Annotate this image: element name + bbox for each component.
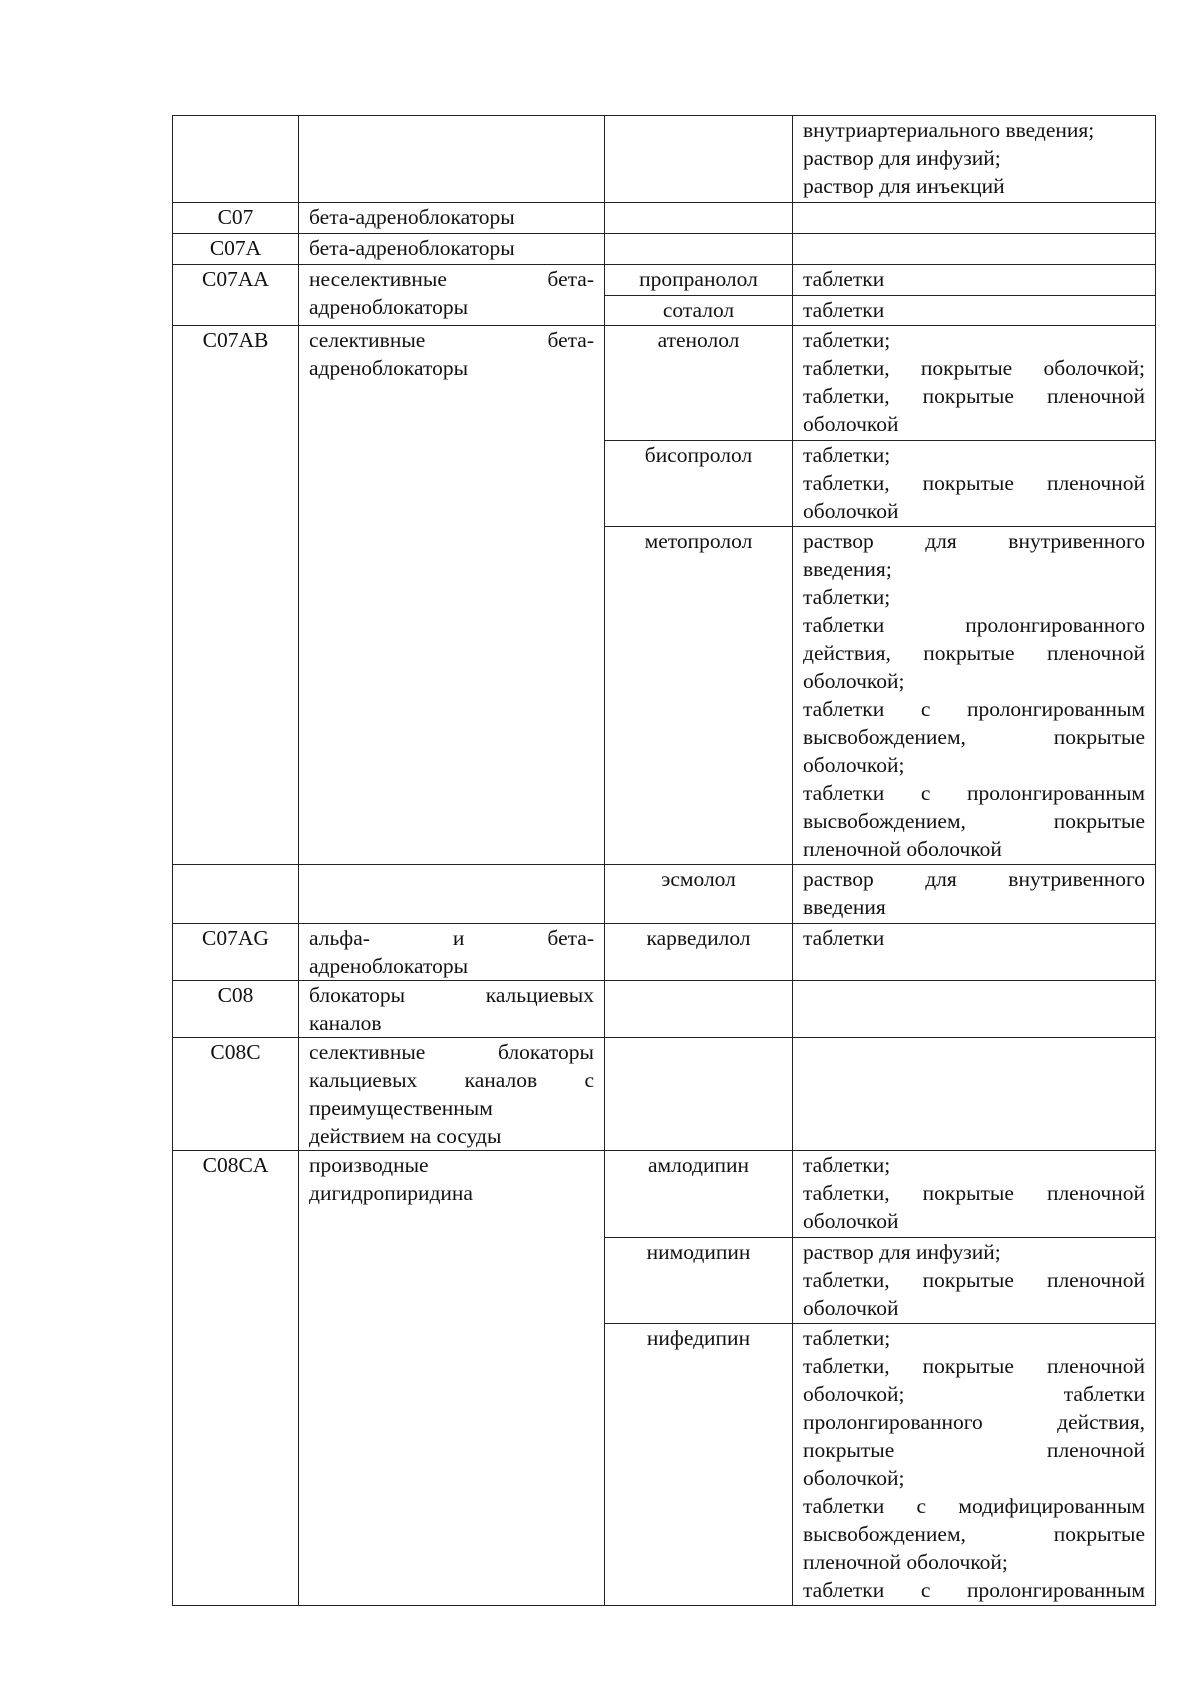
table-row	[173, 1151, 1156, 1606]
dosage-form-line: оболочкой;	[803, 753, 905, 777]
dosage-form-line: таблетки с пролонгированным	[803, 1578, 1145, 1602]
drug-name: нимодипин	[605, 1237, 792, 1323]
dosage-forms	[793, 1323, 1155, 1605]
atc-code-cell: C07AG	[173, 924, 299, 981]
drug-table-container	[172, 115, 1155, 1606]
group-text-line: производные	[309, 1153, 429, 1177]
group-text-line: кальциевых каналов с	[309, 1068, 594, 1092]
drug-name-cell	[605, 981, 793, 1038]
dosage-form-line: введения;	[803, 557, 892, 581]
dosage-form-line: таблетки;	[803, 328, 891, 352]
dosage-form-line: оболочкой;	[803, 1466, 905, 1490]
drug-name-cell	[605, 865, 793, 924]
dosage-forms	[793, 1237, 1155, 1323]
dosage-form-line: действия, покрытые пленочной	[803, 641, 1145, 665]
pharmacological-group-cell	[299, 924, 605, 981]
pharmacological-group-cell	[299, 234, 605, 265]
drug-name: бисопролол	[605, 440, 792, 526]
drug-name: нифедипин	[605, 1323, 792, 1605]
group-text-line: адреноблокаторы	[309, 356, 469, 380]
group-text-line: бета-адреноблокаторы	[309, 205, 515, 229]
dosage-forms	[793, 440, 1155, 526]
pharmacological-group-cell	[299, 203, 605, 234]
dosage-form-line: оболочкой	[803, 499, 899, 523]
group-text-line: селективные бета-	[309, 328, 594, 352]
dosage-forms	[793, 526, 1155, 864]
dosage-form-line: раствор для внутривенного	[803, 529, 1145, 553]
drug-name-cell	[605, 326, 793, 865]
group-text-line: неселективные бета-	[309, 267, 594, 291]
dosage-form-line: таблетки, покрытые пленочной	[803, 471, 1145, 495]
dosage-forms	[793, 116, 1155, 202]
dosage-form-line: высвобождением, покрытые	[803, 1522, 1145, 1546]
atc-code-cell: C08C	[173, 1038, 299, 1151]
table-row	[173, 234, 1156, 265]
dosage-form-line: таблетки с модифицированным	[803, 1494, 1145, 1518]
dosage-form-line: раствор для инфузий;	[803, 1240, 1001, 1264]
dosage-forms	[793, 265, 1155, 295]
drug-name	[605, 981, 792, 1011]
drug-name: атенолол	[657, 328, 740, 352]
pharmacological-group-cell	[299, 326, 605, 865]
drug-name: карведилол	[646, 926, 751, 950]
table-row	[173, 865, 1156, 924]
group-text-line: альфа- и бета-	[309, 926, 594, 950]
dosage-form-line: таблетки;	[803, 585, 891, 609]
group-text-line: бета-адреноблокаторы	[309, 236, 515, 260]
dosage-form-line: таблетки, покрытые оболочкой;	[803, 356, 1145, 380]
dosage-form-line: таблетки пролонгированного	[803, 613, 1145, 637]
drug-name	[605, 116, 792, 202]
pharmacological-group-cell	[299, 116, 605, 203]
drug-name	[605, 1038, 792, 1068]
drug-name: соталол	[605, 295, 792, 325]
group-text-line: действием на сосуды	[309, 1124, 502, 1148]
atc-code-cell: C07AA	[173, 265, 299, 326]
dosage-form-line: покрытые пленочной	[803, 1438, 1145, 1462]
dosage-forms-cell	[793, 924, 1156, 981]
drug-name: метопролол	[605, 526, 792, 864]
dosage-form-line: оболочкой	[803, 1296, 899, 1320]
dosage-form-line: таблетки;	[803, 1326, 891, 1350]
atc-code-cell: C07A	[173, 234, 299, 265]
dosage-form-line: таблетки	[803, 298, 885, 322]
dosage-form-line: оболочкой; таблетки	[803, 1382, 1145, 1406]
dosage-forms	[793, 924, 1155, 954]
dosage-form-line: раствор для внутривенного	[803, 867, 1145, 891]
dosage-form-line: оболочкой	[803, 412, 899, 436]
pharmacological-group-cell	[299, 865, 605, 924]
drug-table-body	[173, 116, 1156, 1606]
dosage-form-line: таблетки	[803, 267, 885, 291]
drug-name-cell	[605, 203, 793, 234]
group-text-line: блокаторы кальциевых	[309, 983, 594, 1007]
drug-table	[172, 115, 1156, 1606]
group-text-line: селективные блокаторы	[309, 1040, 594, 1064]
drug-name-cell	[605, 234, 793, 265]
table-row	[173, 981, 1156, 1038]
drug-name-cell	[605, 265, 793, 326]
dosage-form-line: внутриартериального введения;	[803, 118, 1095, 142]
atc-code-cell: C08	[173, 981, 299, 1038]
drug-name: эсмолол	[661, 867, 736, 891]
dosage-form-line: пленочной оболочкой;	[803, 1550, 1008, 1574]
dosage-form-line: таблетки;	[803, 443, 891, 467]
atc-code-cell: C07AB	[173, 326, 299, 865]
dosage-forms	[793, 865, 1155, 923]
dosage-forms-cell	[793, 1151, 1156, 1606]
pharmacological-group-cell	[299, 1038, 605, 1151]
dosage-forms	[793, 1151, 1155, 1237]
drug-name	[605, 203, 792, 233]
group-text-line: дигидропиридина	[309, 1181, 473, 1205]
pharmacological-group-cell	[299, 1151, 605, 1606]
group-text-line: преимущественным	[309, 1096, 493, 1120]
dosage-form-line: таблетки с пролонгированным	[803, 697, 1145, 721]
dosage-form-line: раствор для инфузий;	[803, 146, 1001, 170]
dosage-forms-cell	[793, 981, 1156, 1038]
dosage-form-line: введения	[803, 895, 886, 919]
atc-code-cell	[173, 865, 299, 924]
dosage-forms-cell	[793, 1038, 1156, 1151]
table-row	[173, 116, 1156, 203]
dosage-forms	[793, 295, 1155, 325]
dosage-form-line: таблетки, покрытые пленочной	[803, 1354, 1145, 1378]
drug-name: амлодипин	[648, 1153, 749, 1177]
dosage-form-line: таблетки, покрытые пленочной	[803, 384, 1145, 408]
dosage-forms-cell	[793, 326, 1156, 865]
drug-name-cell	[605, 924, 793, 981]
table-row	[173, 924, 1156, 981]
dosage-forms-cell	[793, 203, 1156, 234]
dosage-form-line: таблетки;	[803, 1153, 891, 1177]
dosage-form-line: таблетки с пролонгированным	[803, 781, 1145, 805]
drug-name	[605, 234, 792, 264]
group-text-line: адреноблокаторы	[309, 954, 469, 978]
drug-name-cell	[605, 116, 793, 203]
pharmacological-group-cell	[299, 265, 605, 326]
dosage-forms-cell	[793, 865, 1156, 924]
drug-name-cell	[605, 1038, 793, 1151]
dosage-form-line: высвобождением, покрытые	[803, 725, 1145, 749]
dosage-form-line: пленочной оболочкой	[803, 837, 1002, 861]
pharmacological-group-cell	[299, 981, 605, 1038]
dosage-form-line: высвобождением, покрытые	[803, 809, 1145, 833]
dosage-forms	[793, 981, 1155, 1011]
dosage-form-line: раствор для инъекций	[803, 174, 1005, 198]
dosage-forms	[793, 326, 1155, 440]
group-text-line: каналов	[309, 1011, 382, 1035]
table-row	[173, 326, 1156, 865]
dosage-forms	[793, 203, 1155, 233]
table-row	[173, 203, 1156, 234]
dosage-form-line: пролонгированного действия,	[803, 1410, 1145, 1434]
dosage-forms-cell	[793, 265, 1156, 326]
dosage-form-line: таблетки, покрытые пленочной	[803, 1268, 1145, 1292]
atc-code-cell: C07	[173, 203, 299, 234]
drug-name: пропранолол	[639, 267, 758, 291]
dosage-forms	[793, 1038, 1155, 1068]
atc-code-cell: C08CA	[173, 1151, 299, 1606]
dosage-forms-cell	[793, 234, 1156, 265]
dosage-form-line: таблетки, покрытые пленочной	[803, 1181, 1145, 1205]
dosage-forms-cell	[793, 116, 1156, 203]
group-text-line: адреноблокаторы	[309, 295, 469, 319]
dosage-forms	[793, 234, 1155, 264]
dosage-form-line: таблетки	[803, 926, 885, 950]
atc-code-cell	[173, 116, 299, 203]
drug-name-cell	[605, 1151, 793, 1606]
dosage-form-line: оболочкой	[803, 1209, 899, 1233]
table-row	[173, 1038, 1156, 1151]
dosage-form-line: оболочкой;	[803, 669, 905, 693]
table-row	[173, 265, 1156, 326]
